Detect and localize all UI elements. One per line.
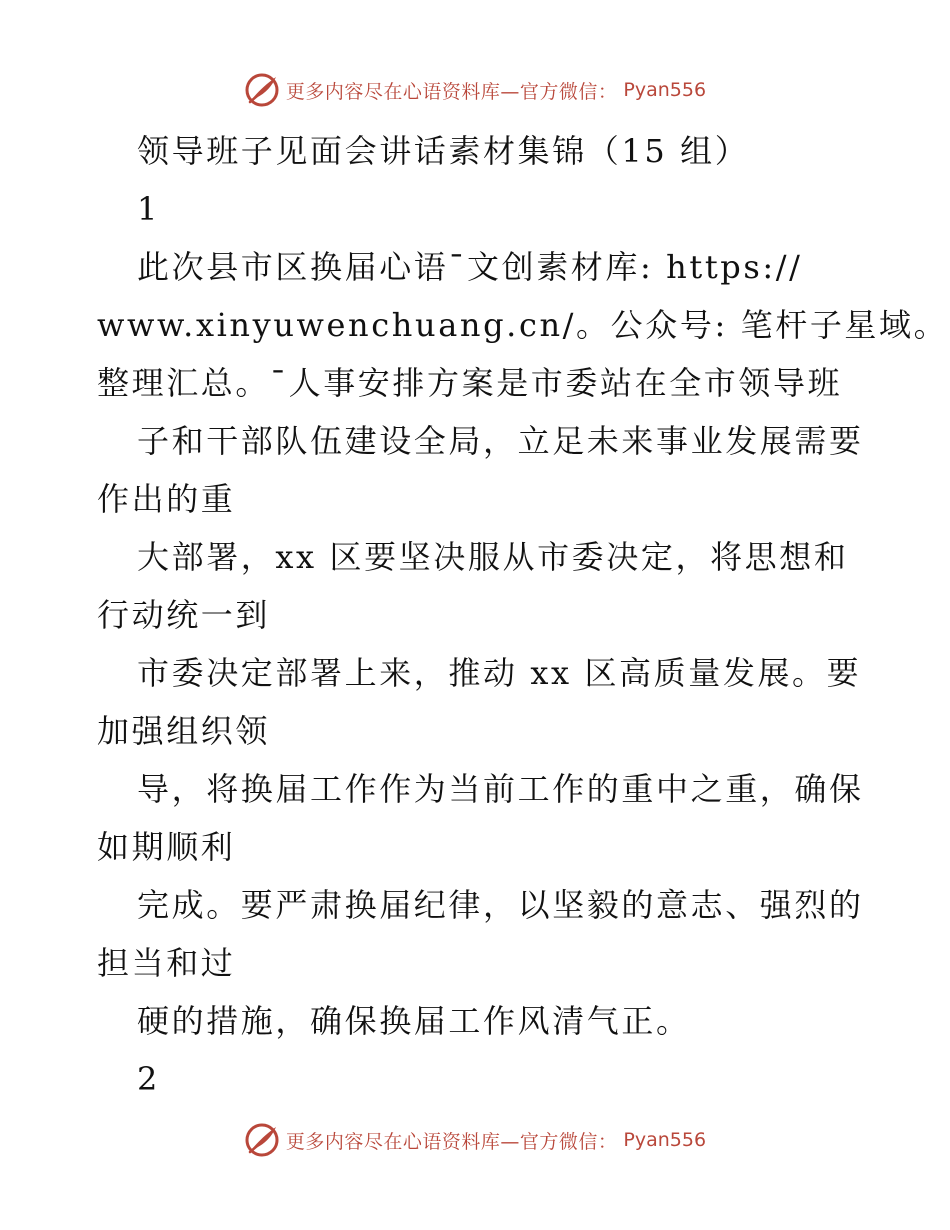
document-line: 1 (137, 190, 160, 228)
quill-pen-logo-icon (244, 1122, 280, 1158)
document-line: 大部署，xx 区要坚决服从市委决定，将思想和 (137, 538, 849, 576)
document-line: 担当和过 (97, 944, 236, 982)
document-line: 如期顺利 (97, 828, 236, 866)
document-line: 整理汇总。¯人事安排方案是市委站在全市领导班 (97, 364, 843, 402)
document-line: 此次县市区换届心语¯文创素材库: https:// (137, 248, 803, 286)
document-line: 市委决定部署上来，推动 xx 区高质量发展。要 (137, 654, 862, 692)
watermark-text: 更多内容尽在心语资料库—官方微信： (285, 1130, 618, 1153)
document-line: www.xinyuwenchuang.cn/。公众号: 笔杆子星域。 (97, 306, 949, 344)
document-line: 行动统一到 (97, 596, 271, 634)
document-line: 子和干部队伍建设全局，立足未来事业发展需要 (137, 422, 864, 460)
document-line: 完成。要严肃换届纪律，以坚毅的意志、强烈的 (137, 886, 864, 924)
quill-pen-logo-icon (244, 72, 280, 108)
document-line: 导，将换届工作作为当前工作的重中之重，确保 (137, 770, 864, 808)
document-title: 领导班子见面会讲话素材集锦（15 组） (137, 132, 750, 170)
document-line: 硬的措施，确保换届工作风清气正。 (137, 1002, 691, 1040)
document-line: 加强组织领 (97, 712, 271, 750)
watermark-wechat-id: Pyan556 (623, 1129, 707, 1151)
document-body (97, 122, 949, 1108)
watermark-banner-top (0, 70, 950, 110)
watermark-banner-bottom (0, 1120, 950, 1160)
document-line: 2 (137, 1060, 160, 1098)
document-line: 作出的重 (97, 480, 236, 518)
watermark-text: 更多内容尽在心语资料库—官方微信： (285, 80, 618, 103)
watermark-wechat-id: Pyan556 (623, 79, 707, 101)
